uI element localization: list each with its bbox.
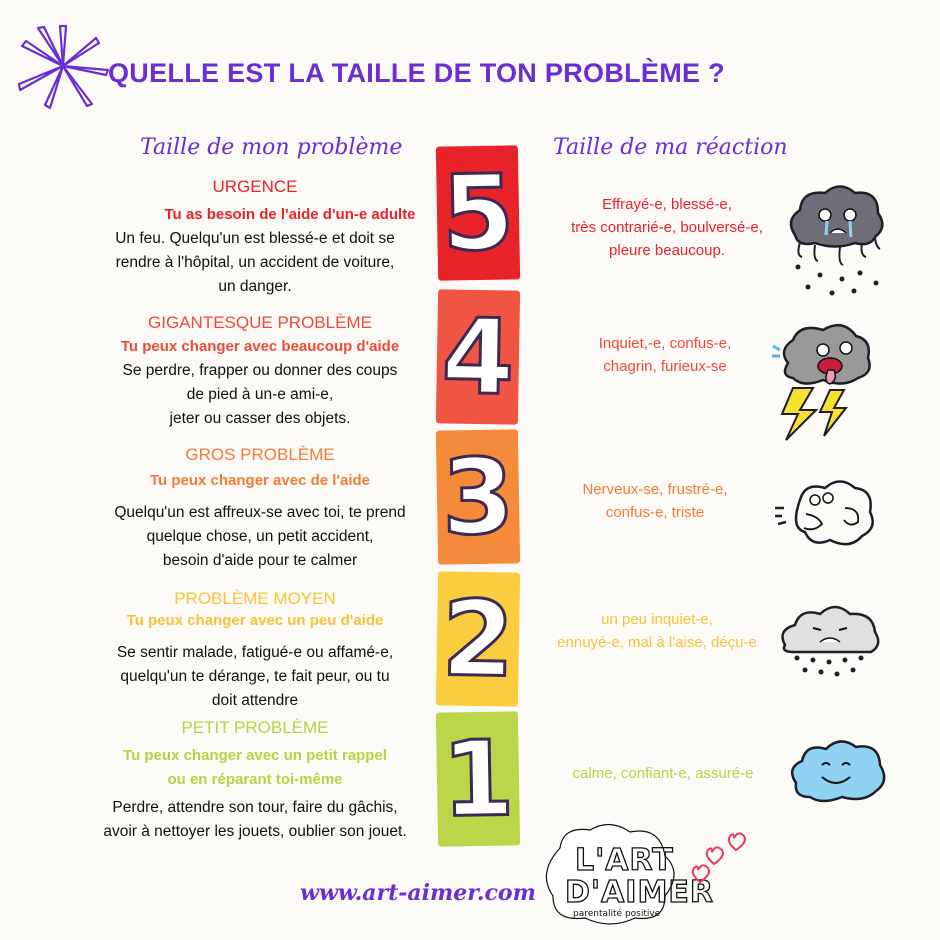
logo-line-2: D'AIMER <box>565 875 714 910</box>
hearts-icon <box>686 828 756 888</box>
level-5-subtitle: Tu as besoin de l'aide d'un-e adulte <box>164 206 416 223</box>
level-3-desc-3: besoin d'aide pour te calmer <box>162 552 358 569</box>
level-5-desc-2: rendre à l'hôpital, un accident de voiture, <box>115 254 395 271</box>
level-4-heading: GIGANTESQUE PROBLÈME <box>148 313 372 332</box>
level-3-desc-2: quelque chose, un petit accident, <box>146 528 374 545</box>
level-1-subtitle: Tu peux changer avec un petit rappel <box>123 747 387 764</box>
level-3-subtitle: Tu peux changer avec de l'aide <box>149 472 371 489</box>
level-2-reaction <box>512 608 802 654</box>
level-4-desc-2: de pied à un-e ami-e, <box>186 386 334 403</box>
level-1-heading: PETIT PROBLÈME <box>181 718 329 737</box>
smiling-cloud-icon <box>784 733 889 813</box>
level-1-block <box>60 716 450 844</box>
level-2-reaction-1: un peu inquiet-e, <box>601 611 713 628</box>
level-2-desc-1: Se sentir malade, fatigué-e ou affamé-e, <box>116 644 394 661</box>
level-4-reaction-1: Inquiet,-e, confus-e, <box>598 335 732 352</box>
level-2-block <box>60 587 450 713</box>
level-2-reaction-2: ennuyé-e, mal à l'aise, déçu-e <box>557 634 757 651</box>
column-heading-reaction: Taille de ma réaction <box>553 135 788 160</box>
level-5-block <box>60 175 450 299</box>
level-1-desc-2: avoir à nettoyer les jouets, oublier son jouet. <box>103 823 407 840</box>
level-4-desc-3: jeter ou casser des objets. <box>169 410 351 427</box>
level-4-reaction <box>520 332 810 378</box>
level-1-reaction-1: calme, confiant-e, assuré-e <box>572 765 754 782</box>
level-5-desc-3: un danger. <box>218 278 292 295</box>
level-4-number: 4 <box>440 295 516 419</box>
level-4-subtitle: Tu peux changer avec beaucoup d'aide <box>120 338 400 355</box>
flower-star-icon <box>10 18 116 114</box>
level-4-reaction-2: chagrin, furieux-se <box>603 358 727 375</box>
level-2-desc-2: quelqu'un te dérange, te fait peur, ou tu <box>120 668 390 685</box>
level-2-desc-3: doit attendre <box>211 692 299 709</box>
level-1-number: 1 <box>440 717 516 841</box>
page-title: QUELLE EST LA TAILLE DE TON PROBLÈME ? <box>108 58 725 88</box>
level-2-number: 2 <box>440 577 516 701</box>
level-3-heading: GROS PROBLÈME <box>185 445 335 464</box>
website-link[interactable]: www.art-aimer.com <box>300 880 536 906</box>
worried-rain-cloud-icon <box>775 600 885 680</box>
column-heading-problem: Taille de mon problème <box>140 135 403 160</box>
art-aimer-logo <box>535 818 714 930</box>
level-5-reaction <box>522 193 812 262</box>
logo-tagline: parentalité positive <box>573 909 661 919</box>
blowing-cloud-icon <box>770 470 880 555</box>
level-2-heading: PROBLÈME MOYEN <box>174 589 336 608</box>
level-3-reaction-2: confus-e, triste <box>605 504 705 521</box>
level-5-heading: URGENCE <box>212 177 298 196</box>
level-1-desc-1: Perdre, attendre son tour, faire du gâchis, <box>112 799 398 816</box>
level-5-reaction-1: Effrayé-e, blessé-e, <box>602 196 732 213</box>
level-2-subtitle: Tu peux changer avec un peu d'aide <box>126 612 384 629</box>
level-5-reaction-2: très contrarié-e, boulversé-e, <box>571 219 763 236</box>
level-3-reaction <box>510 478 800 524</box>
level-4-block <box>65 311 455 431</box>
level-5-reaction-3: pleure beaucoup. <box>609 242 725 259</box>
angry-storm-cloud-icon <box>768 318 878 443</box>
level-3-reaction-1: Nerveux-se, frustré-e, <box>582 481 728 498</box>
level-5-desc-1: Un feu. Quelqu'un est blessé-e et doit se <box>115 230 395 247</box>
level-1-reaction <box>518 762 808 785</box>
level-3-block <box>65 443 455 573</box>
level-3-desc-1: Quelqu'un est affreux-se avec toi, te prend <box>114 504 406 521</box>
crying-cloud-icon <box>780 175 890 300</box>
level-3-number: 3 <box>440 435 516 559</box>
logo-line-1: L'ART <box>575 843 674 878</box>
level-5-number: 5 <box>440 151 516 275</box>
level-4-desc-1: Se perdre, frapper ou donner des coups <box>122 362 398 379</box>
level-1-subtitle-2: ou en réparant toi-même <box>167 771 343 788</box>
